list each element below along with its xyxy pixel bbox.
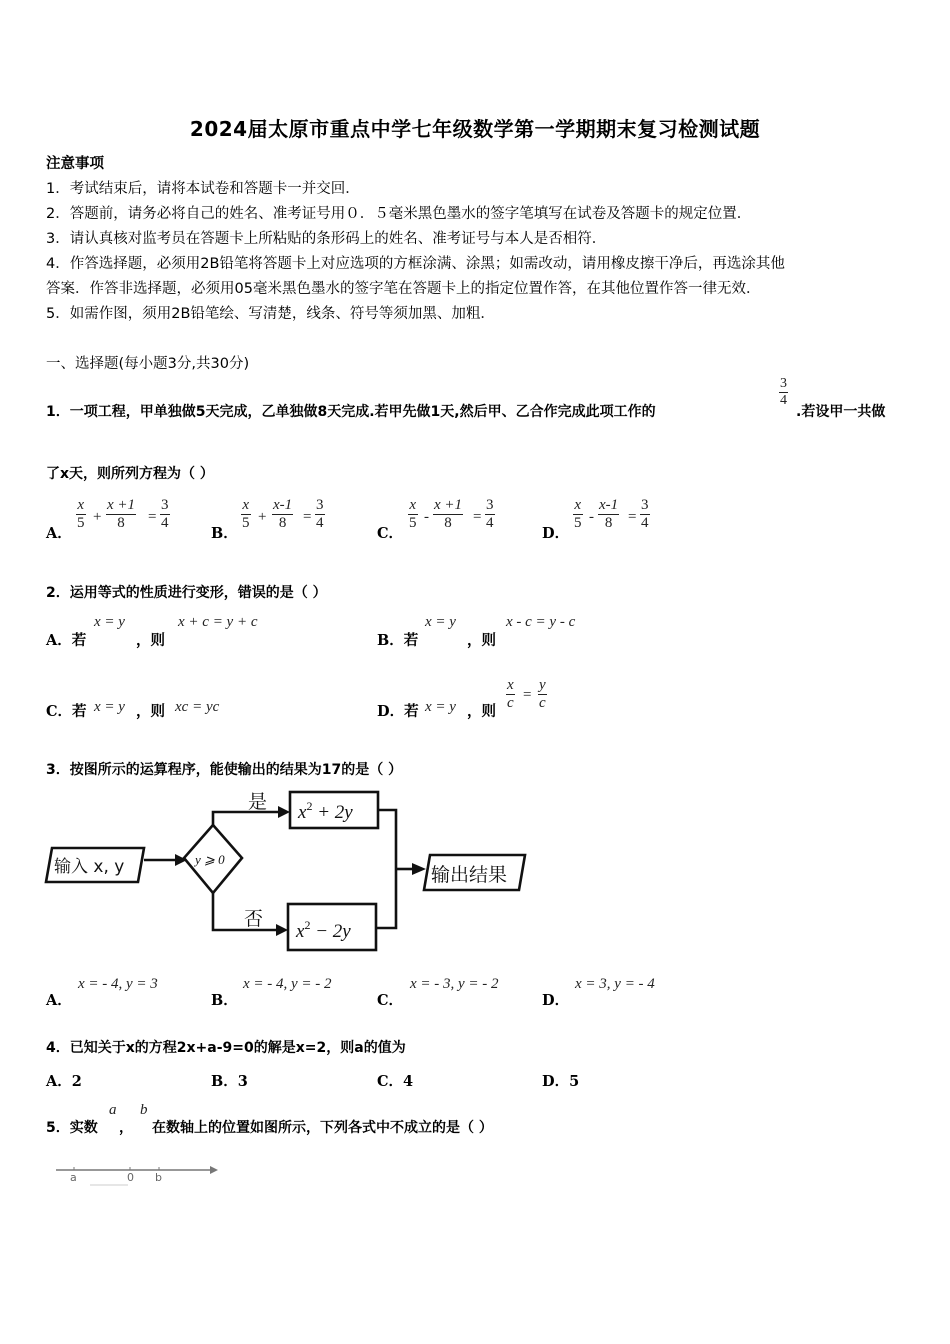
- flow-input-label: 输入 x, y: [54, 857, 125, 877]
- math-expr: x = y: [94, 614, 125, 630]
- fraction: $\frac{3}{4}$: [641, 497, 649, 531]
- q1-text: 1．一项工程，甲单独做5天完成，乙单独做8天完成.若甲先做1天,然后甲、乙合作完成此项工作的: [46, 404, 656, 420]
- axis-label-a: a: [70, 1171, 77, 1184]
- operator: +: [258, 509, 267, 525]
- flow-condition: y ⩾ 0: [195, 852, 225, 867]
- fraction: $\frac{y}{c}$: [539, 677, 546, 711]
- flow-top-expr: $x^2 + 2y$: [298, 799, 353, 823]
- notice-item: 1．考试结束后，请将本试卷和答题卡一并交回．: [46, 181, 360, 197]
- option-label: B．: [211, 992, 238, 1009]
- fraction: $\frac{x +1}{8}$: [107, 497, 136, 531]
- q4-option-c[interactable]: C．4: [377, 1073, 414, 1090]
- math-expr: x = y: [425, 614, 456, 630]
- q5-var-b: b: [140, 1102, 148, 1118]
- option-label: B．若: [377, 632, 419, 649]
- fraction: $\frac{x}{5}$: [242, 497, 250, 531]
- q5-comma: ，: [119, 1120, 133, 1136]
- math-expr: xc = yc: [175, 699, 220, 715]
- fraction: $\frac{3}{4}$: [161, 497, 169, 531]
- flow-bottom-expr: $x^2 - 2y$: [296, 918, 351, 942]
- q5-text: 5．实数: [46, 1120, 98, 1136]
- q4-option-a[interactable]: A．2: [46, 1073, 82, 1090]
- q4-text: 4．已知关于x的方程2x+a-9=0的解是x=2，则a的值为: [46, 1040, 406, 1056]
- arrow-head: [412, 863, 426, 875]
- fraction: $\frac{x}{5}$: [409, 497, 417, 531]
- math-expr: x = - 4, y = - 2: [243, 976, 332, 992]
- fraction: $\frac{x}{5}$: [574, 497, 582, 531]
- notice-item: 3．请认真核对监考员在答题卡上所粘贴的条形码上的姓名、准考证号与本人是否相符．: [46, 231, 607, 247]
- notice-heading: 注意事项: [46, 156, 104, 172]
- q4-option-b[interactable]: B．3: [211, 1073, 248, 1090]
- q1-text-c: 了x天，则所列方程为（ ）: [46, 466, 214, 482]
- notice-item: 2．答题前，请务必将自己的姓名、准考证号用０．５毫米黑色墨水的签字笔填写在试卷及答题卡的规定位置．: [46, 206, 752, 222]
- operator: +: [93, 509, 102, 525]
- fraction: $\frac{x}{c}$: [507, 677, 514, 711]
- q2-text: 2．运用等式的性质进行变形，错误的是（ ）: [46, 585, 327, 601]
- notice-item: 4．作答选择题，必须用2B铅笔将答题卡上对应选项的方框涂满、涂黑；如需改动，请用橡皮擦干净后，再选涂其他: [46, 256, 785, 272]
- axis-label-b: b: [155, 1171, 162, 1184]
- operator: =: [523, 687, 532, 703]
- option-label: D．: [542, 525, 570, 542]
- section-heading: 一、选择题(每小题3分,共30分): [46, 356, 250, 372]
- option-text: ，则: [136, 703, 165, 720]
- option-label: D．: [542, 992, 570, 1009]
- option-label: A．若: [46, 632, 87, 649]
- option-label: C．: [377, 525, 404, 542]
- option-text: ，则: [467, 703, 496, 720]
- option-label: B．: [211, 525, 238, 542]
- fraction: $\frac{x-1}{8}$: [273, 497, 293, 531]
- arrow-head: [278, 806, 290, 818]
- math-expr: x = y: [425, 699, 456, 715]
- operator: -: [424, 509, 429, 525]
- option-label: D．若: [377, 703, 419, 720]
- fraction: $\frac{x-1}{8}$: [599, 497, 619, 531]
- flow-output-label: 输出结果: [431, 864, 508, 886]
- flow-yes-label: 是: [248, 791, 268, 813]
- option-label: C．: [377, 992, 404, 1009]
- notice-item: 5．如需作图，须用2B铅笔绘、写清楚，线条、符号等须加黑、加粗．: [46, 306, 495, 322]
- math-expr: x = - 3, y = - 2: [410, 976, 499, 992]
- flow-no-label: 否: [244, 908, 264, 930]
- option-label: C．若: [46, 703, 87, 720]
- q5-var-a: a: [109, 1102, 117, 1118]
- axis-label-zero: 0: [127, 1171, 134, 1184]
- q1-text-b: .若设甲一共做: [796, 404, 886, 420]
- q3-text: 3．按图所示的运算程序，能使输出的结果为17的是（ ）: [46, 762, 403, 778]
- math-expr: x = - 4, y = 3: [78, 976, 158, 992]
- fraction: $\frac{x +1}{8}$: [434, 497, 463, 531]
- arrow-head: [276, 924, 288, 936]
- page-title: 2024届太原市重点中学七年级数学第一学期期末复习检测试题: [189, 117, 761, 141]
- operator: -: [589, 509, 594, 525]
- fraction: $\frac{x}{5}$: [77, 497, 85, 531]
- number-line: [50, 1160, 225, 1190]
- q1-fraction: $\frac{3}{4}$: [780, 376, 787, 408]
- q5-text-b: 在数轴上的位置如图所示，下列各式中不成立的是（ ）: [152, 1120, 493, 1136]
- flowchart: [40, 780, 540, 960]
- option-text: ，则: [467, 632, 496, 649]
- fraction: $\frac{3}{4}$: [316, 497, 324, 531]
- math-expr: x = 3, y = - 4: [575, 976, 655, 992]
- option-text: ，则: [136, 632, 165, 649]
- notice-item: 答案．作答非选择题，必须用05毫米黑色墨水的签字笔在答题卡上的指定位置作答，在其他位置作答一律无效．: [46, 281, 761, 297]
- math-expr: x = y: [94, 699, 125, 715]
- math-expr: x - c = y - c: [506, 614, 576, 630]
- fraction: $\frac{3}{4}$: [486, 497, 494, 531]
- arrow-head: [210, 1166, 218, 1174]
- q4-option-d[interactable]: D．5: [542, 1073, 580, 1090]
- math-expr: x + c = y + c: [178, 614, 258, 630]
- option-label: A．: [46, 992, 72, 1009]
- option-label: A．: [46, 525, 72, 542]
